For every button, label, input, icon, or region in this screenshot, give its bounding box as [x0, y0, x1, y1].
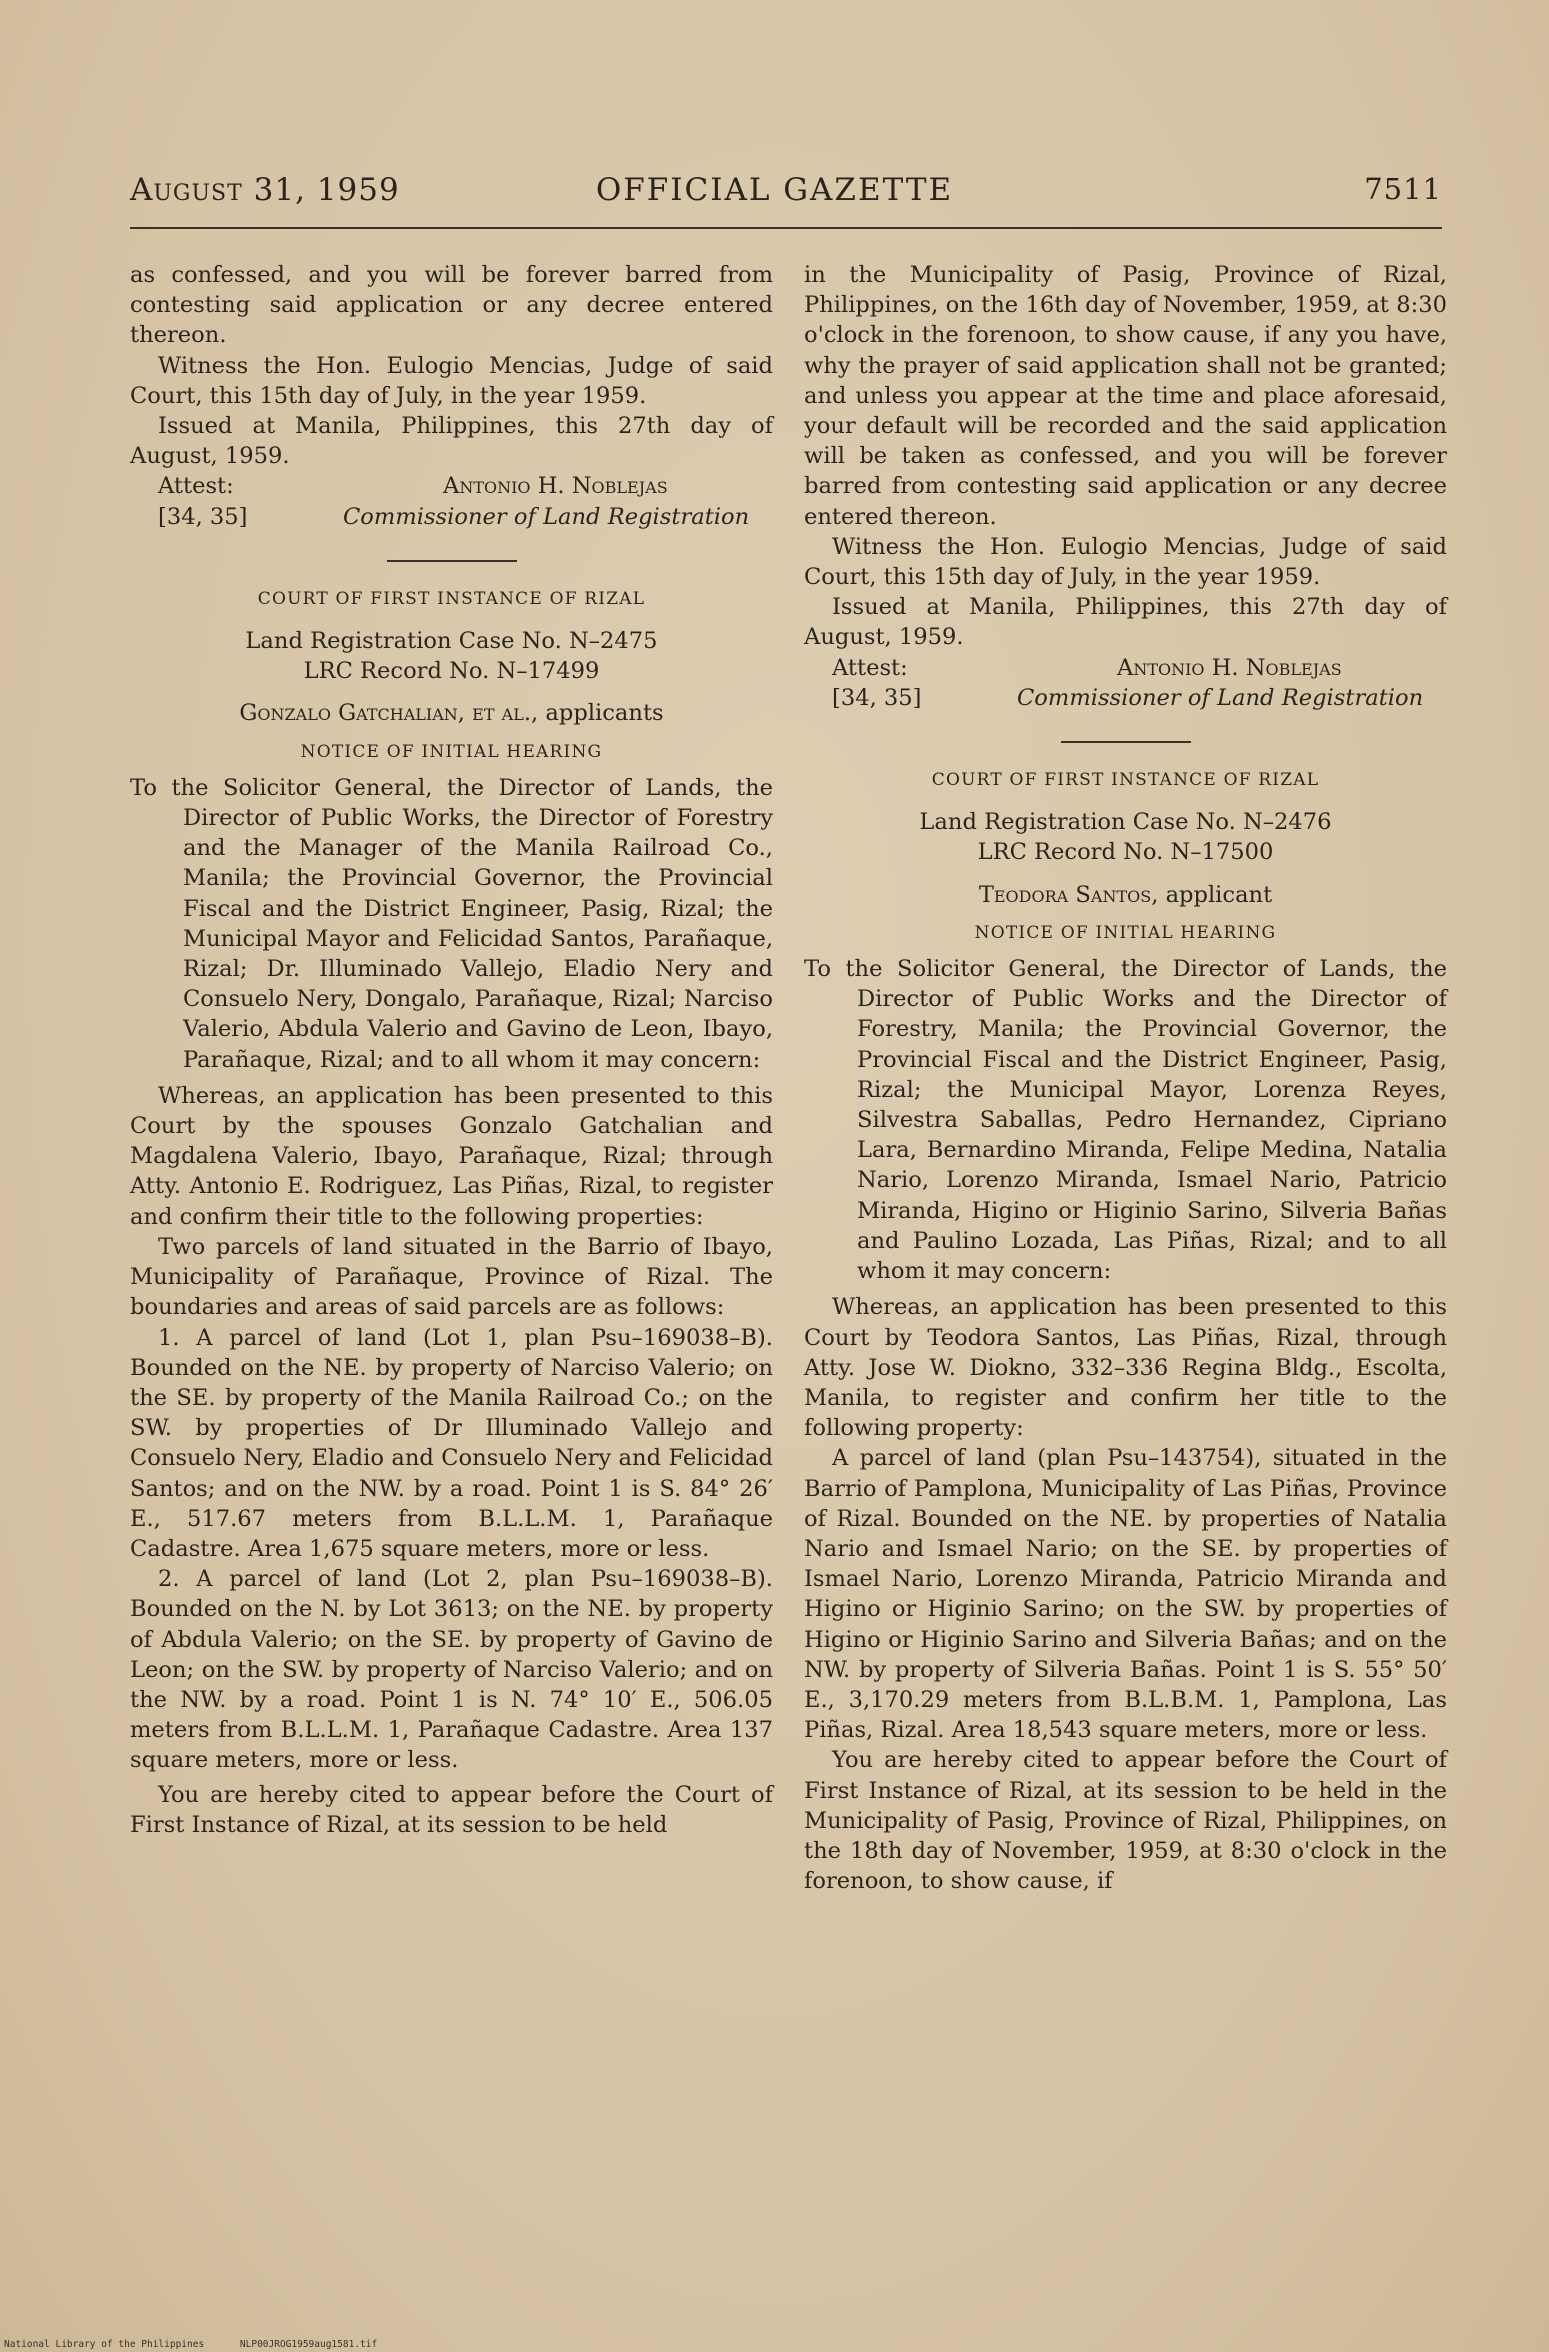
whereas-paragraph: Whereas, an application has been presented to this Court by Teodora Santos, Las Piñas, Rizal, through Atty. Jose W. Diokno, 332–336 Regina Bldg., Escolta, Manila, to register and confirm her title to the following property:: [804, 1294, 1447, 1442]
section-divider: [1061, 741, 1191, 743]
applicant-name: Gonzalo Gatchalian, et al.,: [239, 700, 539, 727]
lrc-record: LRC Record No. N–17500: [977, 839, 1274, 866]
applicant-line: [804, 880, 1447, 910]
lot2-paragraph: 2. A parcel of land (Lot 2, plan Psu–169038–B). Bounded on the N. by Lot 3613; on the NE. by property of Abdula Valerio; on the SE. by property of Gavino de Leon; on the SW. by property of Narciso Valerio; and on the NW. by a road. Point 1 is N. 74° 10′ E., 506.05 meters from B.L.L.M. 1, Parañaque Cadastre. Area 137 square meters, more or less.: [130, 1566, 773, 1774]
attest-title: Commissioner of Land Registration: [343, 503, 750, 530]
attest-label: Attest:: [158, 473, 234, 500]
applicant-line: [130, 698, 773, 728]
header-rule: [130, 227, 1442, 229]
parcels-paragraph: Two parcels of land situated in the Barrio of Ibayo, Municipality of Parañaque, Province of Rizal. The boundaries and areas of said parcels are as follows:: [130, 1233, 773, 1321]
whereas-paragraph: Whereas, an application has been presented to this Court by the spouses Gonzalo Gatchalian and Magdalena Valerio, Ibayo, Parañaque, Rizal; through Atty. Antonio E. Rodriguez, Las Piñas, Rizal, to register and confirm their title to the following properties:: [130, 1082, 773, 1230]
case-number: Land Registration Case No. N–2476: [919, 809, 1332, 836]
left-column: [130, 260, 773, 1840]
attest-name: Antonio H. Noblejas: [1117, 654, 1342, 681]
addressees-paragraph: To the Solicitor General, the Director of Lands, the Director of Public Works, the Director of Forestry and the Manager of the Manila Railroad Co., Manila; the Provincial Governor, the Provincial Fiscal and the District Engineer, Pasig, Rizal; the Municipal Mayor and Felicidad Santos, Parañaque, Rizal; Dr. Illuminado Vallejo, Eladio Nery and Consuelo Nery, Dongalo, Parañaque, Rizal; Narciso Valerio, Abdula Valerio and Gavino de Leon, Ibayo, Parañaque, Rizal; and to all whom it may concern:: [130, 774, 773, 1073]
applicant-role: applicants: [545, 700, 664, 727]
right-column: [804, 260, 1447, 1896]
case-number: Land Registration Case No. N–2475: [245, 628, 658, 655]
court-heading: COURT OF FIRST INSTANCE OF RIZAL: [257, 588, 646, 609]
lot1-paragraph: 1. A parcel of land (Lot 1, plan Psu–169038–B). Bounded on the NE. by property of Narciso Valerio; on the SE. by property of the Manila Railroad Co.; on the SW. by properties of Dr Illuminado Vallejo and Consuelo Nery, Eladio and Consuelo Nery and Felicidad Santos; and on the NW. by a road. Point 1 is S. 84° 26′ E., 517.67 meters from B.L.L.M. 1, Parañaque Cadastre. Area 1,675 square meters, more or less.: [130, 1324, 773, 1562]
cited-paragraph: You are hereby cited to appear before the Court of First Instance of Rizal, at its session to be held in the Municipality of Pasig, Province of Rizal, Philippines, on the 18th day of November, 1959, at 8:30 o'clock in the forenoon, to show cause, if: [804, 1747, 1447, 1895]
attest-block: [832, 653, 1447, 713]
footer-source: National Library of the Philippines: [4, 2339, 205, 2350]
applicant-name: Teodora Santos,: [978, 881, 1159, 908]
attest-label: Attest:: [832, 654, 908, 681]
witness-paragraph: Witness the Hon. Eulogio Mencias, Judge of said Court, this 15th day of July, in the year 1959.: [804, 533, 1447, 591]
cited-paragraph: You are hereby cited to appear before the Court of First Instance of Rizal, at its session to be held: [130, 1781, 773, 1838]
attest-ref: [34, 35]: [158, 503, 248, 530]
attest-name: Antonio H. Noblejas: [443, 473, 668, 500]
court-heading: COURT OF FIRST INSTANCE OF RIZAL: [931, 770, 1320, 791]
witness-paragraph: Witness the Hon. Eulogio Mencias, Judge of said Court, this 15th day of July, in the year 1959.: [130, 352, 773, 409]
addressees-paragraph: To the Solicitor General, the Director of Lands, the Director of Public Works and the Director of Forestry, Manila; the Provincial Governor, the Provincial Fiscal and the District Engineer, Pasig, Rizal; the Municipal Mayor, Lorenza Reyes, Silvestra Saballas, Pedro Hernandez, Cipriano Lara, Bernardino Miranda, Felipe Medina, Natalia Nario, Lorenzo Miranda, Ismael Nario, Patricio Miranda, Higino or Higinio Sarino, Silveria Bañas and Paulino Lozada, Las Piñas, Rizal; and to all whom it may concern:: [804, 956, 1447, 1285]
section-divider: [387, 560, 517, 562]
page-number: 7511: [1364, 172, 1442, 206]
applicant-role: applicant: [1165, 881, 1273, 908]
attest-ref: [34, 35]: [832, 684, 922, 711]
notice-heading: NOTICE OF INITIAL HEARING: [300, 741, 603, 762]
notice-heading: NOTICE OF INITIAL HEARING: [974, 922, 1277, 943]
attest-block: [158, 471, 773, 531]
scan-footer: [4, 2339, 407, 2350]
continuation-paragraph: in the Municipality of Pasig, Province of Rizal, Philippines, on the 16th day of November, 1959, at 8:30 o'clock in the forenoon, to show cause, if any you have, why the prayer of said application shall not be granted; and unless you appear at the time and place aforesaid, your default will be recorded and the said application will be taken as confessed, and you will be forever barred from contesting said application or any decree entered thereon.: [804, 262, 1447, 530]
issue-date: August 31, 1959: [130, 172, 400, 208]
continuation-paragraph: as confessed, and you will be forever barred from contesting said application or any decree entered thereon.: [130, 262, 773, 349]
footer-file: NLP00JROG1959aug1581.tif: [239, 2339, 378, 2350]
issued-paragraph: Issued at Manila, Philippines, this 27th day of August, 1959.: [804, 594, 1447, 651]
attest-title: Commissioner of Land Registration: [1017, 684, 1424, 711]
issued-paragraph: Issued at Manila, Philippines, this 27th day of August, 1959.: [130, 413, 773, 470]
lrc-record: LRC Record No. N–17499: [303, 658, 600, 685]
parcel-paragraph: A parcel of land (plan Psu–143754), situated in the Barrio of Pamplona, Municipality of Las Piñas, Province of Rizal. Bounded on the NE. by properties of Natalia Nario and Ismael Nario; on the SE. by properties of Ismael Nario, Lorenzo Miranda, Patricio Miranda and Higino or Higinio Sarino; on the SW. by properties of Higino or Higinio Sarino and Silveria Bañas; and on the NW. by property of Silveria Bañas. Point 1 is S. 55° 50′ E., 3,170.29 meters from B.L.B.M. 1, Pamplona, Las Piñas, Rizal. Area 18,543 square meters, more or less.: [804, 1445, 1447, 1744]
page-title: OFFICIAL GAZETTE: [595, 172, 954, 208]
